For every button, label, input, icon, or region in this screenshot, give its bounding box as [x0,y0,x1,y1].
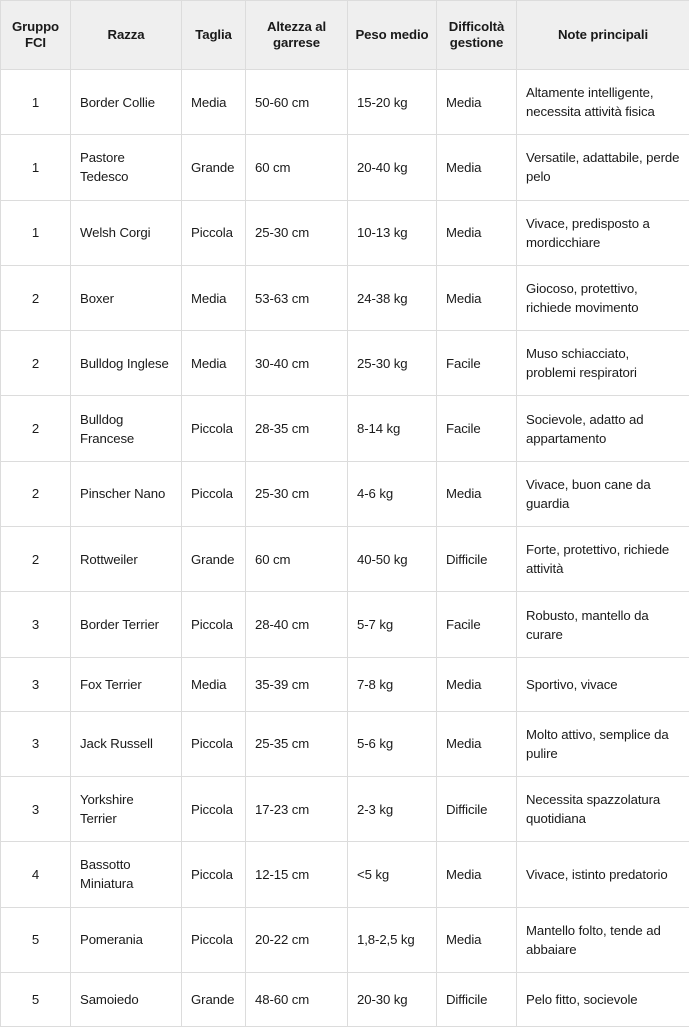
cell-altezza: 25-35 cm [246,711,348,776]
cell-taglia: Media [182,265,246,330]
cell-razza: Bulldog Francese [71,396,182,461]
cell-altezza: 12-15 cm [246,842,348,907]
cell-peso: 8-14 kg [348,396,437,461]
table-header [1,1,689,70]
header-altezza: Altezza al garrese [246,1,348,70]
cell-razza: Rottweiler [71,527,182,592]
cell-difficolta: Media [437,711,517,776]
cell-taglia: Grande [182,527,246,592]
table-row [1,331,689,396]
table-row [1,200,689,265]
cell-gruppo: 5 [1,972,71,1026]
cell-gruppo: 2 [1,331,71,396]
cell-razza: Pastore Tedesco [71,135,182,200]
table-row [1,265,689,330]
table-row [1,657,689,711]
cell-altezza: 60 cm [246,135,348,200]
cell-difficolta: Media [437,200,517,265]
cell-altezza: 53-63 cm [246,265,348,330]
cell-peso: 1,8-2,5 kg [348,907,437,972]
cell-note: Robusto, mantello da curare [517,592,689,657]
cell-peso: 24-38 kg [348,265,437,330]
cell-altezza: 50-60 cm [246,70,348,135]
cell-difficolta: Difficile [437,527,517,592]
cell-razza: Pomerania [71,907,182,972]
cell-altezza: 28-35 cm [246,396,348,461]
cell-taglia: Piccola [182,592,246,657]
cell-note: Pelo fitto, socievole [517,972,689,1026]
cell-taglia: Piccola [182,711,246,776]
cell-taglia: Grande [182,135,246,200]
cell-note: Socievole, adatto ad appartamento [517,396,689,461]
cell-peso: 7-8 kg [348,657,437,711]
header-difficolta: Difficoltà gestione [437,1,517,70]
table-row [1,592,689,657]
cell-peso: 10-13 kg [348,200,437,265]
cell-peso: 4-6 kg [348,461,437,526]
cell-peso: 2-3 kg [348,776,437,841]
cell-peso: 15-20 kg [348,70,437,135]
cell-difficolta: Media [437,265,517,330]
cell-peso: 20-30 kg [348,972,437,1026]
cell-note: Molto attivo, semplice da pulire [517,711,689,776]
cell-note: Mantello folto, tende ad abbaiare [517,907,689,972]
cell-taglia: Piccola [182,907,246,972]
cell-note: Altamente intelligente, necessita attività fisica [517,70,689,135]
cell-razza: Bulldog Inglese [71,331,182,396]
cell-note: Vivace, buon cane da guardia [517,461,689,526]
cell-note: Giocoso, protettivo, richiede movimento [517,265,689,330]
cell-note: Vivace, predisposto a mordicchiare [517,200,689,265]
cell-gruppo: 5 [1,907,71,972]
cell-altezza: 60 cm [246,527,348,592]
cell-razza: Yorkshire Terrier [71,776,182,841]
cell-razza: Samoiedo [71,972,182,1026]
table-row [1,461,689,526]
cell-difficolta: Media [437,657,517,711]
cell-taglia: Media [182,70,246,135]
cell-taglia: Piccola [182,842,246,907]
cell-taglia: Media [182,331,246,396]
table-row [1,907,689,972]
header-razza: Razza [71,1,182,70]
cell-razza: Bassotto Miniatura [71,842,182,907]
cell-razza: Border Terrier [71,592,182,657]
cell-peso: <5 kg [348,842,437,907]
cell-razza: Jack Russell [71,711,182,776]
cell-gruppo: 3 [1,592,71,657]
cell-note: Vivace, istinto predatorio [517,842,689,907]
cell-gruppo: 2 [1,461,71,526]
cell-note: Necessita spazzolatura quotidiana [517,776,689,841]
cell-peso: 25-30 kg [348,331,437,396]
cell-razza: Fox Terrier [71,657,182,711]
cell-difficolta: Difficile [437,776,517,841]
cell-altezza: 35-39 cm [246,657,348,711]
cell-taglia: Piccola [182,200,246,265]
header-peso: Peso medio [348,1,437,70]
cell-peso: 5-7 kg [348,592,437,657]
cell-gruppo: 2 [1,527,71,592]
cell-altezza: 17-23 cm [246,776,348,841]
header-note: Note principali [517,1,689,70]
cell-difficolta: Facile [437,331,517,396]
table-row [1,711,689,776]
cell-gruppo: 4 [1,842,71,907]
table-row [1,527,689,592]
cell-taglia: Piccola [182,396,246,461]
cell-note: Versatile, adattabile, perde pelo [517,135,689,200]
cell-gruppo: 3 [1,776,71,841]
cell-difficolta: Media [437,907,517,972]
cell-difficolta: Difficile [437,972,517,1026]
cell-altezza: 25-30 cm [246,461,348,526]
cell-taglia: Piccola [182,776,246,841]
header-row [1,1,689,70]
cell-razza: Welsh Corgi [71,200,182,265]
cell-gruppo: 1 [1,135,71,200]
cell-note: Sportivo, vivace [517,657,689,711]
cell-taglia: Grande [182,972,246,1026]
cell-razza: Boxer [71,265,182,330]
table-row [1,842,689,907]
cell-altezza: 25-30 cm [246,200,348,265]
cell-gruppo: 3 [1,657,71,711]
cell-difficolta: Media [437,135,517,200]
cell-taglia: Piccola [182,461,246,526]
table-row [1,135,689,200]
cell-razza: Border Collie [71,70,182,135]
cell-altezza: 28-40 cm [246,592,348,657]
cell-peso: 20-40 kg [348,135,437,200]
cell-note: Muso schiacciato, problemi respiratori [517,331,689,396]
cell-razza: Pinscher Nano [71,461,182,526]
cell-altezza: 30-40 cm [246,331,348,396]
header-taglia: Taglia [182,1,246,70]
cell-gruppo: 3 [1,711,71,776]
cell-note: Forte, protettivo, richiede attività [517,527,689,592]
table-row [1,70,689,135]
cell-difficolta: Facile [437,592,517,657]
cell-taglia: Media [182,657,246,711]
header-gruppo: Gruppo FCI [1,1,71,70]
cell-gruppo: 2 [1,396,71,461]
cell-altezza: 48-60 cm [246,972,348,1026]
table-row [1,396,689,461]
table-row [1,972,689,1026]
cell-peso: 40-50 kg [348,527,437,592]
table-body [1,70,689,1027]
cell-gruppo: 2 [1,265,71,330]
table-row [1,776,689,841]
cell-difficolta: Media [437,842,517,907]
cell-difficolta: Facile [437,396,517,461]
cell-peso: 5-6 kg [348,711,437,776]
cell-difficolta: Media [437,70,517,135]
cell-difficolta: Media [437,461,517,526]
cell-gruppo: 1 [1,200,71,265]
cell-gruppo: 1 [1,70,71,135]
cell-altezza: 20-22 cm [246,907,348,972]
